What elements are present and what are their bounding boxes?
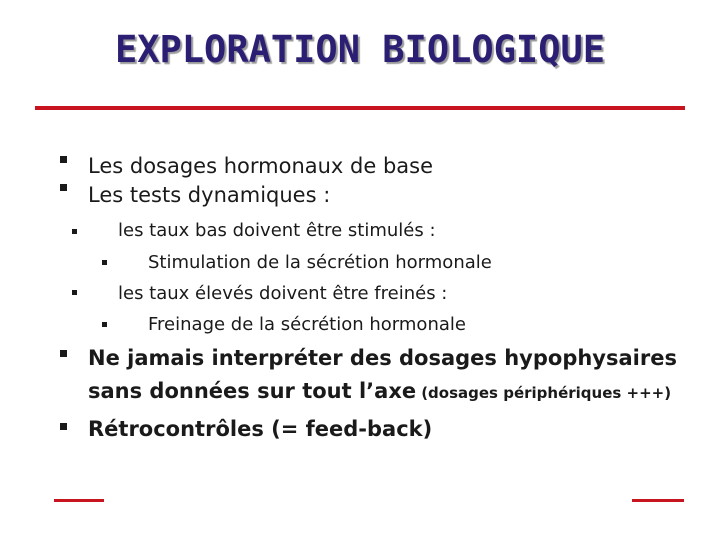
bullet-marker [60, 156, 67, 163]
footer-rule-left [54, 499, 104, 502]
bullet-text: Ne jamais interpréter des dosages hypophysaires [88, 346, 677, 370]
bullet-text: sans données sur tout l’axe [88, 379, 417, 403]
footer-rule-right [632, 499, 684, 502]
sub-sub-bullet-marker [102, 260, 107, 265]
bullet-marker [60, 350, 67, 357]
sub-sub-bullet-marker [102, 322, 107, 327]
sub-sub-bullet-text: Stimulation de la sécrétion hormonale [148, 252, 492, 273]
sub-bullet-marker [72, 229, 77, 234]
bullet-text: Les dosages hormonaux de base [88, 154, 434, 178]
slide-title: EXPLORATION BIOLOGIQUE [114, 28, 606, 71]
sub-bullet-text: les taux élevés doivent être freinés : [118, 283, 448, 304]
bullet-marker [60, 184, 67, 191]
sub-bullet-text: les taux bas doivent être stimulés : [118, 220, 436, 241]
bullet-note: (dosages périphériques +++) [421, 384, 672, 402]
bullet-text: Les tests dynamiques : [88, 183, 331, 207]
bullet-marker [60, 423, 67, 430]
bullet-text-continuation [88, 379, 671, 403]
bullet-text: Rétrocontrôles (= feed-back) [88, 417, 433, 441]
sub-sub-bullet-text: Freinage de la sécrétion hormonale [148, 314, 466, 335]
sub-bullet-marker [72, 290, 77, 295]
title-divider [35, 106, 685, 110]
